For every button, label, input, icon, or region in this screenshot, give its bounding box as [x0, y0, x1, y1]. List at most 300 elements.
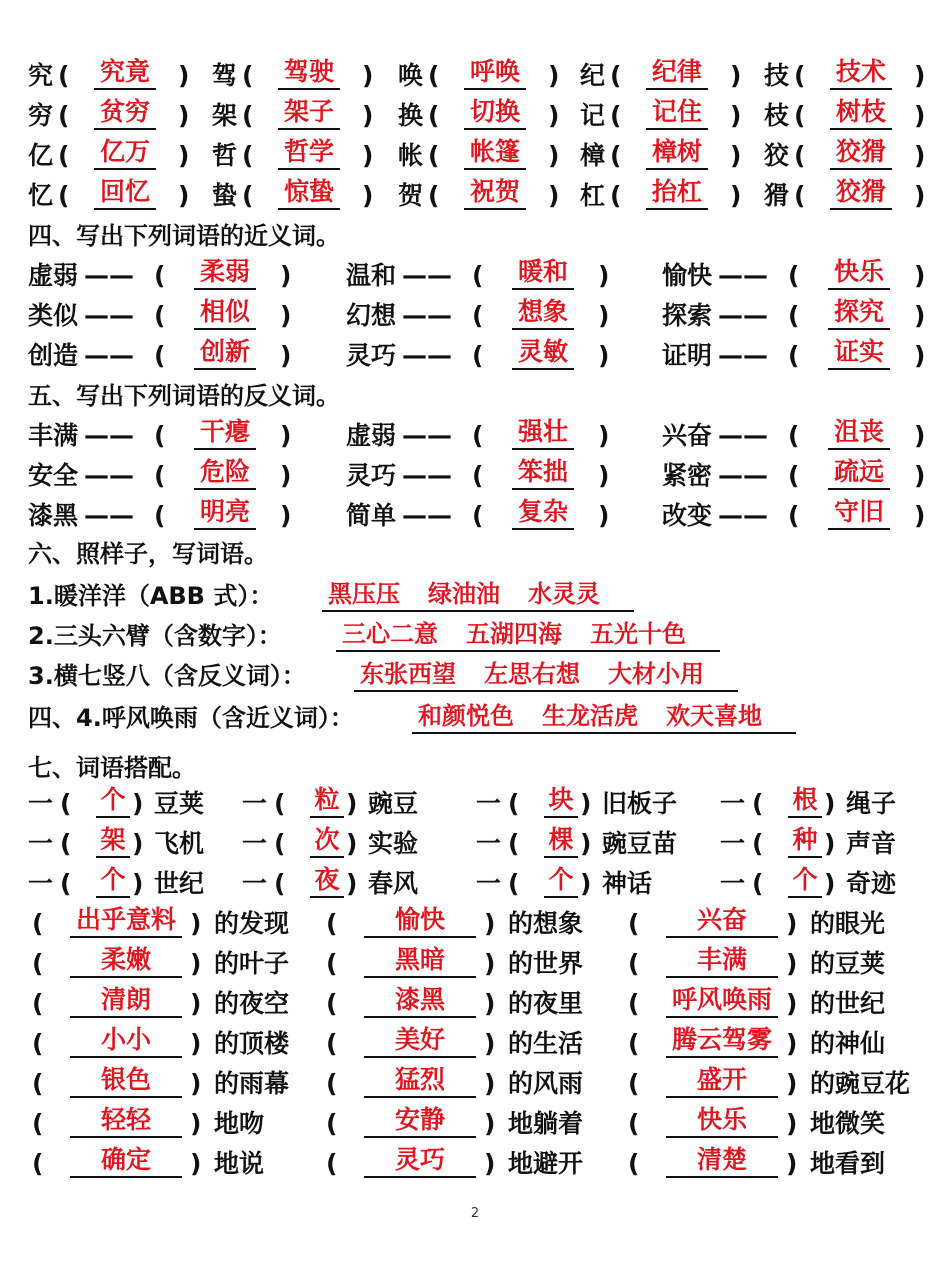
paren-open: ( — [154, 341, 166, 370]
paren-close: ) — [178, 101, 190, 130]
paren-open: ( — [788, 421, 800, 450]
paren-close: ) — [548, 61, 560, 90]
measure-prefix: 一 — [476, 789, 502, 818]
prompt-char: 技 — [764, 61, 790, 90]
answer-word: 纪律 — [646, 56, 708, 90]
paren-close: ) — [484, 949, 496, 978]
measure-prefix: 一 — [720, 829, 746, 858]
measure-word: 个 — [544, 864, 578, 898]
paren-open: ( — [154, 421, 166, 450]
answer-word: 复杂 — [512, 496, 574, 530]
paren-close: ) — [362, 181, 374, 210]
prompt-char: 换 — [398, 101, 424, 130]
prompt-char: 究 — [28, 61, 54, 90]
paren-open: ( — [60, 869, 72, 898]
phrase-tail: 地说 — [214, 1149, 265, 1178]
pattern-answers — [322, 578, 634, 612]
adjective-word: 愉快 — [364, 904, 476, 938]
answer-word: 狡猾 — [830, 136, 892, 170]
prompt-word: 灵巧 — [346, 341, 397, 370]
paren-open: ( — [58, 181, 70, 210]
prompt-word: 漆黑 — [28, 501, 79, 530]
pattern-line — [28, 616, 928, 656]
char-word-row — [0, 56, 950, 96]
prompt-char: 枝 — [764, 101, 790, 130]
answer-word: 笨拙 — [512, 456, 574, 490]
phrase-tail: 的神仙 — [810, 1029, 886, 1058]
adjective-word: 柔嫩 — [70, 944, 182, 978]
pattern-answer-word: 五光十色 — [590, 620, 686, 648]
phrase-row — [0, 1024, 950, 1064]
paren-open: ( — [154, 501, 166, 530]
dash: —— — [84, 301, 134, 330]
paren-open: ( — [326, 1069, 338, 1098]
prompt-word: 证明 — [662, 341, 713, 370]
paren-close: ) — [484, 1069, 496, 1098]
dash: —— — [718, 421, 768, 450]
answer-word: 想象 — [512, 296, 574, 330]
paren-close: ) — [598, 301, 610, 330]
adjective-word: 盛开 — [666, 1064, 778, 1098]
paren-close: ) — [598, 261, 610, 290]
measure-noun: 奇迹 — [846, 869, 897, 898]
pattern-answer-word: 和颜悦色 — [418, 702, 514, 730]
paren-open: ( — [326, 949, 338, 978]
paren-close: ) — [548, 101, 560, 130]
adjective-word: 黑暗 — [364, 944, 476, 978]
paren-open: ( — [794, 181, 806, 210]
answer-word: 樟树 — [646, 136, 708, 170]
measure-prefix: 一 — [28, 789, 54, 818]
paren-close: ) — [914, 141, 926, 170]
prompt-char: 穷 — [28, 101, 54, 130]
adjective-word: 确定 — [70, 1144, 182, 1178]
measure-noun: 世纪 — [154, 869, 205, 898]
phrase-tail: 的眼光 — [810, 909, 886, 938]
prompt-word: 改变 — [662, 501, 713, 530]
adjective-word: 兴奋 — [666, 904, 778, 938]
measure-prefix: 一 — [242, 789, 268, 818]
answer-word: 证实 — [828, 336, 890, 370]
paren-open: ( — [274, 789, 286, 818]
phrase-tail: 的顶楼 — [214, 1029, 290, 1058]
prompt-word: 紧密 — [662, 461, 713, 490]
answer-word: 究竟 — [94, 56, 156, 90]
dash: —— — [402, 341, 452, 370]
prompt-word: 简单 — [346, 501, 397, 530]
pattern-answer-word: 黑压压 — [328, 580, 400, 608]
word-pair-row — [0, 336, 950, 376]
paren-close: ) — [914, 61, 926, 90]
measure-row — [0, 824, 950, 864]
adjective-word: 清朗 — [70, 984, 182, 1018]
adjective-word: 灵巧 — [364, 1144, 476, 1178]
measure-prefix: 一 — [28, 869, 54, 898]
paren-close: ) — [484, 1149, 496, 1178]
dash: —— — [402, 421, 452, 450]
paren-close: ) — [580, 789, 592, 818]
dash: —— — [84, 501, 134, 530]
paren-open: ( — [628, 1109, 640, 1138]
measure-word: 种 — [788, 824, 822, 858]
prompt-word: 创造 — [28, 341, 79, 370]
phrase-row — [0, 1104, 950, 1144]
paren-open: ( — [508, 789, 520, 818]
paren-open: ( — [628, 989, 640, 1018]
phrase-tail: 的风雨 — [508, 1069, 584, 1098]
dash: —— — [718, 341, 768, 370]
paren-open: ( — [794, 101, 806, 130]
char-word-row — [0, 136, 950, 176]
dash: —— — [718, 501, 768, 530]
prompt-word: 虚弱 — [346, 421, 397, 450]
answer-word: 沮丧 — [828, 416, 890, 450]
pattern-answers — [412, 700, 796, 734]
prompt-char: 哲 — [212, 141, 238, 170]
paren-open: ( — [628, 1029, 640, 1058]
prompt-word: 幻想 — [346, 301, 397, 330]
paren-close: ) — [484, 989, 496, 1018]
paren-open: ( — [610, 61, 622, 90]
answer-word: 明亮 — [194, 496, 256, 530]
pattern-answer-word: 欢天喜地 — [666, 702, 762, 730]
phrase-tail: 的叶子 — [214, 949, 290, 978]
paren-close: ) — [730, 101, 742, 130]
prompt-char: 架 — [212, 101, 238, 130]
pattern-prompt: 3.横七竖八（含反义词）： — [28, 662, 306, 690]
paren-close: ) — [730, 181, 742, 210]
adjective-word: 呼风唤雨 — [666, 984, 778, 1018]
section-title: 七、词语搭配。 — [28, 754, 196, 782]
measure-noun: 声音 — [846, 829, 897, 858]
paren-open: ( — [428, 181, 440, 210]
prompt-word: 愉快 — [662, 261, 713, 290]
paren-open: ( — [242, 61, 254, 90]
adjective-word: 美好 — [364, 1024, 476, 1058]
answer-word: 相似 — [194, 296, 256, 330]
measure-noun: 飞机 — [154, 829, 205, 858]
paren-open: ( — [628, 949, 640, 978]
prompt-word: 类似 — [28, 301, 79, 330]
pattern-answer-word: 左思右想 — [484, 660, 580, 688]
pattern-prompt: 1.暖洋洋（ABB 式）： — [28, 582, 274, 610]
measure-row — [0, 864, 950, 904]
paren-close: ) — [914, 341, 926, 370]
paren-open: ( — [242, 101, 254, 130]
measure-noun: 豌豆苗 — [602, 829, 678, 858]
measure-prefix: 一 — [242, 869, 268, 898]
paren-open: ( — [58, 101, 70, 130]
dash: —— — [402, 461, 452, 490]
pattern-line — [28, 698, 928, 738]
adjective-word: 出乎意料 — [70, 904, 182, 938]
pattern-answers — [336, 618, 720, 652]
answer-word: 惊蛰 — [278, 176, 340, 210]
measure-noun: 绳子 — [846, 789, 897, 818]
paren-open: ( — [154, 261, 166, 290]
paren-close: ) — [580, 829, 592, 858]
phrase-tail: 的想象 — [508, 909, 584, 938]
prompt-char: 樟 — [580, 141, 606, 170]
answer-word: 亿万 — [94, 136, 156, 170]
answer-word: 技术 — [830, 56, 892, 90]
pattern-answer-word: 绿油油 — [428, 580, 500, 608]
pattern-answer-word: 东张西望 — [360, 660, 456, 688]
measure-noun: 旧板子 — [602, 789, 678, 818]
answer-word: 疏远 — [828, 456, 890, 490]
paren-close: ) — [346, 789, 358, 818]
prompt-word: 虚弱 — [28, 261, 79, 290]
answer-word: 创新 — [194, 336, 256, 370]
paren-open: ( — [752, 829, 764, 858]
paren-open: ( — [60, 789, 72, 818]
paren-open: ( — [472, 461, 484, 490]
answer-word: 暖和 — [512, 256, 574, 290]
answer-word: 强壮 — [512, 416, 574, 450]
paren-close: ) — [598, 341, 610, 370]
measure-prefix: 一 — [476, 829, 502, 858]
paren-close: ) — [786, 989, 798, 1018]
answer-word: 守旧 — [828, 496, 890, 530]
measure-prefix: 一 — [28, 829, 54, 858]
paren-close: ) — [190, 1109, 202, 1138]
paren-open: ( — [58, 141, 70, 170]
paren-open: ( — [326, 989, 338, 1018]
adjective-word: 小小 — [70, 1024, 182, 1058]
phrase-tail: 地看到 — [810, 1149, 886, 1178]
prompt-char: 帐 — [398, 141, 424, 170]
paren-open: ( — [788, 301, 800, 330]
paren-open: ( — [752, 789, 764, 818]
paren-open: ( — [32, 909, 44, 938]
paren-open: ( — [508, 869, 520, 898]
prompt-char: 杠 — [580, 181, 606, 210]
paren-close: ) — [190, 1149, 202, 1178]
word-pair-row — [0, 256, 950, 296]
phrase-row — [0, 984, 950, 1024]
paren-open: ( — [428, 141, 440, 170]
char-word-row — [0, 176, 950, 216]
prompt-word: 灵巧 — [346, 461, 397, 490]
paren-open: ( — [628, 1069, 640, 1098]
char-word-row — [0, 96, 950, 136]
measure-noun: 神话 — [602, 869, 653, 898]
phrase-tail: 的豌豆花 — [810, 1069, 911, 1098]
paren-open: ( — [60, 829, 72, 858]
word-pair-row — [0, 496, 950, 536]
adjective-word: 快乐 — [666, 1104, 778, 1138]
paren-open: ( — [32, 1069, 44, 1098]
paren-open: ( — [274, 869, 286, 898]
phrase-tail: 的发现 — [214, 909, 290, 938]
answer-word: 驾驶 — [278, 56, 340, 90]
paren-close: ) — [178, 141, 190, 170]
dash: —— — [402, 301, 452, 330]
paren-open: ( — [788, 261, 800, 290]
measure-word: 粒 — [310, 784, 344, 818]
dash: —— — [718, 301, 768, 330]
phrase-tail: 的世纪 — [810, 989, 886, 1018]
dash: —— — [84, 341, 134, 370]
pattern-line — [28, 576, 928, 616]
paren-close: ) — [786, 1029, 798, 1058]
paren-open: ( — [472, 301, 484, 330]
paren-open: ( — [274, 829, 286, 858]
dash: —— — [718, 261, 768, 290]
paren-close: ) — [362, 61, 374, 90]
prompt-word: 温和 — [346, 261, 397, 290]
prompt-word: 探索 — [662, 301, 713, 330]
dash: —— — [84, 461, 134, 490]
prompt-char: 狡 — [764, 141, 790, 170]
prompt-char: 忆 — [28, 181, 54, 210]
paren-close: ) — [132, 869, 144, 898]
phrase-row — [0, 1064, 950, 1104]
paren-close: ) — [362, 141, 374, 170]
paren-open: ( — [610, 181, 622, 210]
paren-close: ) — [280, 261, 292, 290]
adjective-word: 猛烈 — [364, 1064, 476, 1098]
measure-prefix: 一 — [720, 789, 746, 818]
answer-word: 祝贺 — [464, 176, 526, 210]
paren-open: ( — [794, 141, 806, 170]
paren-close: ) — [132, 829, 144, 858]
measure-word: 架 — [96, 824, 130, 858]
paren-close: ) — [730, 61, 742, 90]
adjective-word: 清楚 — [666, 1144, 778, 1178]
paren-open: ( — [32, 1149, 44, 1178]
answer-word: 帐篷 — [464, 136, 526, 170]
paren-open: ( — [788, 461, 800, 490]
paren-close: ) — [598, 461, 610, 490]
paren-open: ( — [32, 1109, 44, 1138]
paren-open: ( — [58, 61, 70, 90]
paren-open: ( — [610, 141, 622, 170]
adjective-word: 漆黑 — [364, 984, 476, 1018]
measure-word: 夜 — [310, 864, 344, 898]
measure-word: 次 — [310, 824, 344, 858]
pattern-answers — [354, 658, 738, 692]
word-pair-row — [0, 416, 950, 456]
measure-word: 个 — [96, 864, 130, 898]
adjective-word: 银色 — [70, 1064, 182, 1098]
paren-close: ) — [280, 341, 292, 370]
answer-word: 干瘪 — [194, 416, 256, 450]
paren-close: ) — [786, 1149, 798, 1178]
pattern-line — [28, 656, 928, 696]
paren-open: ( — [472, 261, 484, 290]
section-title: 六、照样子，写词语。 — [28, 540, 268, 568]
measure-noun: 豆荚 — [154, 789, 205, 818]
measure-word: 根 — [788, 784, 822, 818]
paren-open: ( — [326, 1149, 338, 1178]
phrase-tail: 地躺着 — [508, 1109, 584, 1138]
paren-open: ( — [32, 949, 44, 978]
answer-word: 灵敏 — [512, 336, 574, 370]
answer-word: 危险 — [194, 456, 256, 490]
answer-word: 架子 — [278, 96, 340, 130]
paren-close: ) — [914, 461, 926, 490]
paren-close: ) — [178, 61, 190, 90]
paren-close: ) — [178, 181, 190, 210]
adjective-word: 安静 — [364, 1104, 476, 1138]
phrase-row — [0, 1144, 950, 1184]
paren-open: ( — [472, 421, 484, 450]
prompt-word: 兴奋 — [662, 421, 713, 450]
measure-word: 块 — [544, 784, 578, 818]
prompt-char: 亿 — [28, 141, 54, 170]
prompt-char: 唤 — [398, 61, 424, 90]
prompt-word: 安全 — [28, 461, 79, 490]
measure-prefix: 一 — [242, 829, 268, 858]
paren-open: ( — [154, 301, 166, 330]
phrase-tail: 的世界 — [508, 949, 584, 978]
paren-close: ) — [914, 301, 926, 330]
answer-word: 记住 — [646, 96, 708, 130]
prompt-char: 蛰 — [212, 181, 238, 210]
phrase-tail: 的豆荚 — [810, 949, 886, 978]
paren-open: ( — [326, 1109, 338, 1138]
paren-close: ) — [824, 829, 836, 858]
prompt-word: 丰满 — [28, 421, 79, 450]
paren-close: ) — [346, 869, 358, 898]
answer-word: 哲学 — [278, 136, 340, 170]
paren-close: ) — [362, 101, 374, 130]
phrase-row — [0, 944, 950, 984]
paren-close: ) — [548, 181, 560, 210]
prompt-char: 驾 — [212, 61, 238, 90]
adjective-word: 丰满 — [666, 944, 778, 978]
paren-close: ) — [190, 909, 202, 938]
adjective-word: 腾云驾雾 — [666, 1024, 778, 1058]
paren-close: ) — [824, 869, 836, 898]
paren-close: ) — [824, 789, 836, 818]
paren-open: ( — [32, 1029, 44, 1058]
paren-open: ( — [628, 1149, 640, 1178]
paren-close: ) — [914, 101, 926, 130]
answer-word: 探究 — [828, 296, 890, 330]
phrase-tail: 的雨幕 — [214, 1069, 290, 1098]
paren-close: ) — [346, 829, 358, 858]
answer-word: 快乐 — [828, 256, 890, 290]
dash: —— — [402, 261, 452, 290]
measure-noun: 豌豆 — [368, 789, 419, 818]
paren-open: ( — [154, 461, 166, 490]
prompt-char: 猾 — [764, 181, 790, 210]
paren-close: ) — [484, 1109, 496, 1138]
measure-word: 棵 — [544, 824, 578, 858]
phrase-tail: 地避开 — [508, 1149, 584, 1178]
paren-close: ) — [914, 501, 926, 530]
dash: —— — [718, 461, 768, 490]
measure-noun: 实验 — [368, 829, 419, 858]
answer-word: 抬杠 — [646, 176, 708, 210]
paren-open: ( — [242, 141, 254, 170]
answer-word: 树枝 — [830, 96, 892, 130]
paren-open: ( — [326, 909, 338, 938]
paren-close: ) — [484, 909, 496, 938]
measure-row — [0, 784, 950, 824]
phrase-tail: 的夜里 — [508, 989, 584, 1018]
paren-close: ) — [280, 501, 292, 530]
phrase-tail: 地吻 — [214, 1109, 265, 1138]
paren-open: ( — [508, 829, 520, 858]
paren-open: ( — [794, 61, 806, 90]
paren-open: ( — [242, 181, 254, 210]
measure-prefix: 一 — [476, 869, 502, 898]
pattern-answer-word: 五湖四海 — [466, 620, 562, 648]
dash: —— — [402, 501, 452, 530]
